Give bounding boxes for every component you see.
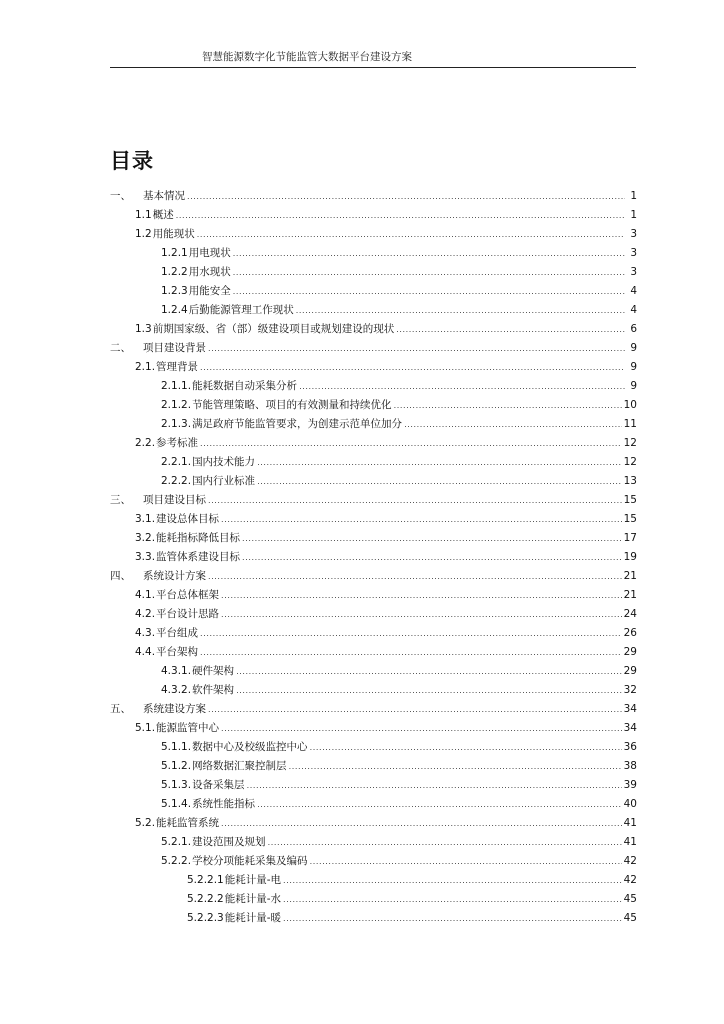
toc-entry-page: 1 bbox=[630, 209, 637, 221]
toc-entry[interactable] bbox=[110, 833, 637, 852]
toc-leader-dots bbox=[299, 377, 625, 396]
toc-leader-dots bbox=[268, 833, 622, 852]
toc-entry[interactable] bbox=[110, 776, 637, 795]
toc-leader-dots bbox=[221, 814, 622, 833]
toc-leader-dots bbox=[221, 586, 622, 605]
table-of-contents bbox=[110, 187, 637, 928]
toc-entry-number: 2.1.2. bbox=[161, 399, 192, 411]
toc-entry-text: 监管体系建设目标 bbox=[156, 551, 241, 563]
toc-entry-text: 能耗计量-水 bbox=[224, 893, 282, 905]
toc-entry[interactable] bbox=[110, 244, 637, 263]
toc-leader-dots bbox=[394, 396, 622, 415]
toc-entry-page: 9 bbox=[630, 380, 637, 392]
toc-entry-text: 概述 bbox=[152, 209, 174, 221]
toc-entry-number: 5.2.2.1 bbox=[187, 874, 224, 886]
toc-entry-text: 后勤能源管理工作现状 bbox=[188, 304, 294, 316]
toc-entry-page: 34 bbox=[623, 703, 637, 715]
toc-leader-dots bbox=[283, 909, 622, 928]
toc-entry-text: 平台组成 bbox=[156, 627, 199, 639]
toc-entry-text: 国内行业标准 bbox=[192, 475, 256, 487]
toc-entry-text: 项目建设目标 bbox=[143, 494, 206, 506]
toc-leader-dots bbox=[221, 719, 622, 738]
toc-entry[interactable] bbox=[110, 529, 637, 548]
toc-leader-dots bbox=[404, 415, 622, 434]
toc-entry-page: 45 bbox=[623, 912, 637, 924]
toc-entry[interactable] bbox=[110, 396, 637, 415]
toc-leader-dots bbox=[310, 852, 622, 871]
toc-entry-text: 满足政府节能监管要求，为创建示范单位加分 bbox=[192, 418, 403, 430]
toc-entry-text: 系统性能指标 bbox=[192, 798, 256, 810]
toc-entry-page: 40 bbox=[623, 798, 637, 810]
toc-entry-number: 5.1. bbox=[135, 722, 156, 734]
toc-entry-number: 5.1.1. bbox=[161, 741, 192, 753]
toc-entry-text: 平台架构 bbox=[156, 646, 199, 658]
toc-entry[interactable] bbox=[110, 757, 637, 776]
toc-entry-text: 用电现状 bbox=[188, 247, 231, 259]
toc-entry-page: 45 bbox=[623, 893, 637, 905]
toc-entry[interactable] bbox=[110, 586, 637, 605]
toc-entry-number: 2.2. bbox=[135, 437, 156, 449]
toc-entry-page: 6 bbox=[630, 323, 637, 335]
toc-entry-number: 2.1.1. bbox=[161, 380, 192, 392]
toc-entry[interactable] bbox=[110, 415, 637, 434]
toc-leader-dots bbox=[233, 263, 625, 282]
toc-leader-dots bbox=[208, 491, 622, 510]
header-title: 智慧能源数字化节能监管大数据平台建设方案 bbox=[202, 51, 412, 63]
toc-leader-dots bbox=[257, 795, 622, 814]
toc-entry-number: 4.2. bbox=[135, 608, 156, 620]
toc-leader-dots bbox=[296, 301, 625, 320]
toc-entry-number: 2.2.1. bbox=[161, 456, 192, 468]
toc-entry[interactable] bbox=[110, 890, 637, 909]
toc-entry-page: 12 bbox=[623, 456, 637, 468]
toc-entry-page: 1 bbox=[630, 190, 637, 202]
toc-entry-text: 网络数据汇聚控制层 bbox=[192, 760, 287, 772]
toc-entry-text: 能耗数据自动采集分析 bbox=[192, 380, 298, 392]
toc-entry-number: 5.2.1. bbox=[161, 836, 192, 848]
toc-entry-page: 42 bbox=[623, 855, 637, 867]
toc-entry[interactable] bbox=[110, 909, 637, 928]
toc-entry-page: 29 bbox=[623, 665, 637, 677]
toc-leader-dots bbox=[310, 738, 622, 757]
toc-entry-page: 21 bbox=[623, 570, 637, 582]
toc-entry[interactable] bbox=[110, 358, 637, 377]
toc-entry[interactable] bbox=[110, 472, 637, 491]
toc-entry-page: 42 bbox=[623, 874, 637, 886]
toc-entry-number: 3.3. bbox=[135, 551, 156, 563]
toc-entry[interactable] bbox=[110, 700, 637, 719]
toc-entry-text: 前期国家级、省（部）级建设项目或规划建设的现状 bbox=[152, 323, 395, 335]
toc-entry-text: 系统设计方案 bbox=[143, 570, 206, 582]
toc-entry[interactable] bbox=[110, 434, 637, 453]
toc-entry[interactable] bbox=[110, 510, 637, 529]
toc-entry-page: 13 bbox=[623, 475, 637, 487]
toc-entry-number: 4.3. bbox=[135, 627, 156, 639]
toc-entry-page: 12 bbox=[623, 437, 637, 449]
toc-entry-number: 1.1 bbox=[135, 209, 152, 221]
toc-entry-text: 平台设计思路 bbox=[156, 608, 220, 620]
toc-entry-number: 5.2.2.3 bbox=[187, 912, 224, 924]
toc-entry-text: 基本情况 bbox=[143, 190, 185, 202]
toc-entry-page: 11 bbox=[623, 418, 637, 430]
toc-entry-number: 2.1.3. bbox=[161, 418, 192, 430]
toc-entry-page: 17 bbox=[623, 532, 637, 544]
toc-entry[interactable] bbox=[110, 263, 637, 282]
toc-entry[interactable] bbox=[110, 662, 637, 681]
toc-leader-dots bbox=[233, 244, 625, 263]
toc-entry[interactable] bbox=[110, 377, 637, 396]
toc-entry[interactable] bbox=[110, 643, 637, 662]
toc-entry-page: 4 bbox=[630, 285, 637, 297]
toc-leader-dots bbox=[283, 871, 622, 890]
toc-entry[interactable] bbox=[110, 814, 637, 833]
toc-entry-number: 4.4. bbox=[135, 646, 156, 658]
toc-entry[interactable] bbox=[110, 491, 637, 510]
toc-entry-text: 用能现状 bbox=[152, 228, 195, 240]
toc-entry-page: 41 bbox=[623, 836, 637, 848]
toc-entry[interactable] bbox=[110, 852, 637, 871]
toc-leader-dots bbox=[236, 681, 622, 700]
toc-entry[interactable] bbox=[110, 871, 637, 890]
toc-entry-number: 5.2.2. bbox=[161, 855, 192, 867]
toc-entry-number: 4.3.2. bbox=[161, 684, 192, 696]
toc-leader-dots bbox=[221, 510, 622, 529]
toc-entry-page: 3 bbox=[630, 247, 637, 259]
toc-entry[interactable] bbox=[110, 548, 637, 567]
toc-entry[interactable] bbox=[110, 206, 637, 225]
toc-entry-page: 26 bbox=[623, 627, 637, 639]
toc-entry-text: 用能安全 bbox=[188, 285, 231, 297]
toc-entry-text: 硬件架构 bbox=[192, 665, 235, 677]
toc-leader-dots bbox=[208, 567, 622, 586]
toc-leader-dots bbox=[247, 776, 622, 795]
toc-entry-number: 三、 bbox=[110, 494, 131, 506]
toc-entry-number: 5.2. bbox=[135, 817, 156, 829]
toc-entry-number: 1.2.4 bbox=[161, 304, 188, 316]
toc-entry-text: 能耗计量-暖 bbox=[224, 912, 282, 924]
toc-entry-number: 1.2.2 bbox=[161, 266, 188, 278]
toc-entry-page: 29 bbox=[623, 646, 637, 658]
toc-entry-text: 能耗指标降低目标 bbox=[156, 532, 241, 544]
toc-entry-text: 建设总体目标 bbox=[156, 513, 220, 525]
toc-entry-text: 平台总体框架 bbox=[156, 589, 220, 601]
toc-entry-page: 38 bbox=[623, 760, 637, 772]
toc-leader-dots bbox=[200, 624, 622, 643]
toc-entry-page: 21 bbox=[623, 589, 637, 601]
toc-leader-dots bbox=[208, 700, 622, 719]
toc-leader-dots bbox=[289, 757, 622, 776]
header-divider bbox=[110, 67, 636, 68]
toc-entry-number: 5.1.3. bbox=[161, 779, 192, 791]
toc-leader-dots bbox=[236, 662, 622, 681]
toc-leader-dots bbox=[396, 320, 625, 339]
toc-leader-dots bbox=[200, 358, 625, 377]
toc-entry-text: 参考标准 bbox=[156, 437, 199, 449]
toc-entry[interactable] bbox=[110, 624, 637, 643]
toc-title: 目录 bbox=[110, 149, 154, 173]
toc-entry-number: 四、 bbox=[110, 570, 131, 582]
toc-entry-number: 1.2.3 bbox=[161, 285, 188, 297]
toc-entry-number: 3.2. bbox=[135, 532, 156, 544]
toc-leader-dots bbox=[197, 225, 625, 244]
toc-entry[interactable] bbox=[110, 605, 637, 624]
toc-entry-number: 5.2.2.2 bbox=[187, 893, 224, 905]
toc-leader-dots bbox=[233, 282, 625, 301]
toc-entry-page: 19 bbox=[623, 551, 637, 563]
toc-entry-text: 能耗计量-电 bbox=[224, 874, 282, 886]
toc-entry-page: 15 bbox=[623, 494, 637, 506]
toc-entry-page: 10 bbox=[623, 399, 637, 411]
toc-entry-page: 36 bbox=[623, 741, 637, 753]
toc-entry[interactable] bbox=[110, 282, 637, 301]
toc-entry-text: 项目建设背景 bbox=[143, 342, 206, 354]
toc-entry-number: 五、 bbox=[110, 703, 131, 715]
toc-entry-number: 1.2.1 bbox=[161, 247, 188, 259]
toc-entry-page: 3 bbox=[630, 228, 637, 240]
toc-entry-text: 数据中心及校级监控中心 bbox=[192, 741, 308, 753]
toc-entry-number: 二、 bbox=[110, 342, 131, 354]
toc-leader-dots bbox=[208, 339, 625, 358]
toc-entry-page: 9 bbox=[630, 361, 637, 373]
toc-entry-page: 34 bbox=[623, 722, 637, 734]
toc-entry[interactable] bbox=[110, 320, 637, 339]
toc-entry-text: 国内技术能力 bbox=[192, 456, 256, 468]
toc-leader-dots bbox=[242, 529, 622, 548]
toc-leader-dots bbox=[257, 472, 622, 491]
toc-entry[interactable] bbox=[110, 301, 637, 320]
toc-entry-page: 39 bbox=[623, 779, 637, 791]
toc-entry[interactable] bbox=[110, 719, 637, 738]
toc-entry-number: 5.1.2. bbox=[161, 760, 192, 772]
toc-leader-dots bbox=[176, 206, 625, 225]
toc-entry-text: 能源监管中心 bbox=[156, 722, 220, 734]
toc-leader-dots bbox=[283, 890, 622, 909]
toc-entry-text: 节能管理策略、项目的有效测量和持续优化 bbox=[192, 399, 392, 411]
toc-entry-number: 一、 bbox=[110, 190, 131, 202]
toc-entry[interactable] bbox=[110, 681, 637, 700]
toc-entry[interactable] bbox=[110, 453, 637, 472]
toc-entry-number: 1.2 bbox=[135, 228, 152, 240]
toc-entry-page: 41 bbox=[623, 817, 637, 829]
toc-entry-page: 3 bbox=[630, 266, 637, 278]
toc-entry-text: 软件架构 bbox=[192, 684, 235, 696]
toc-leader-dots bbox=[242, 548, 622, 567]
toc-leader-dots bbox=[187, 187, 625, 206]
toc-entry[interactable] bbox=[110, 225, 637, 244]
toc-entry-number: 1.3 bbox=[135, 323, 152, 335]
toc-entry-text: 学校分项能耗采集及编码 bbox=[192, 855, 308, 867]
toc-entry-text: 管理背景 bbox=[156, 361, 199, 373]
toc-entry-page: 15 bbox=[623, 513, 637, 525]
toc-entry-number: 4.1. bbox=[135, 589, 156, 601]
toc-entry-number: 4.3.1. bbox=[161, 665, 192, 677]
toc-entry[interactable] bbox=[110, 795, 637, 814]
toc-entry-number: 2.2.2. bbox=[161, 475, 192, 487]
toc-leader-dots bbox=[200, 643, 622, 662]
toc-entry-text: 系统建设方案 bbox=[143, 703, 206, 715]
toc-entry-page: 4 bbox=[630, 304, 637, 316]
toc-entry[interactable] bbox=[110, 738, 637, 757]
toc-entry[interactable] bbox=[110, 339, 637, 358]
toc-entry[interactable] bbox=[110, 187, 637, 206]
toc-leader-dots bbox=[200, 434, 622, 453]
toc-leader-dots bbox=[221, 605, 622, 624]
document-header bbox=[110, 50, 636, 64]
toc-entry[interactable] bbox=[110, 567, 637, 586]
toc-entry-text: 能耗监管系统 bbox=[156, 817, 220, 829]
toc-leader-dots bbox=[257, 453, 622, 472]
toc-entry-page: 32 bbox=[623, 684, 637, 696]
toc-entry-number: 2.1. bbox=[135, 361, 156, 373]
toc-entry-page: 9 bbox=[630, 342, 637, 354]
toc-entry-text: 设备采集层 bbox=[192, 779, 245, 791]
toc-entry-number: 5.1.4. bbox=[161, 798, 192, 810]
toc-entry-text: 建设范围及规划 bbox=[192, 836, 266, 848]
toc-entry-page: 24 bbox=[623, 608, 637, 620]
toc-entry-text: 用水现状 bbox=[188, 266, 231, 278]
toc-entry-number: 3.1. bbox=[135, 513, 156, 525]
